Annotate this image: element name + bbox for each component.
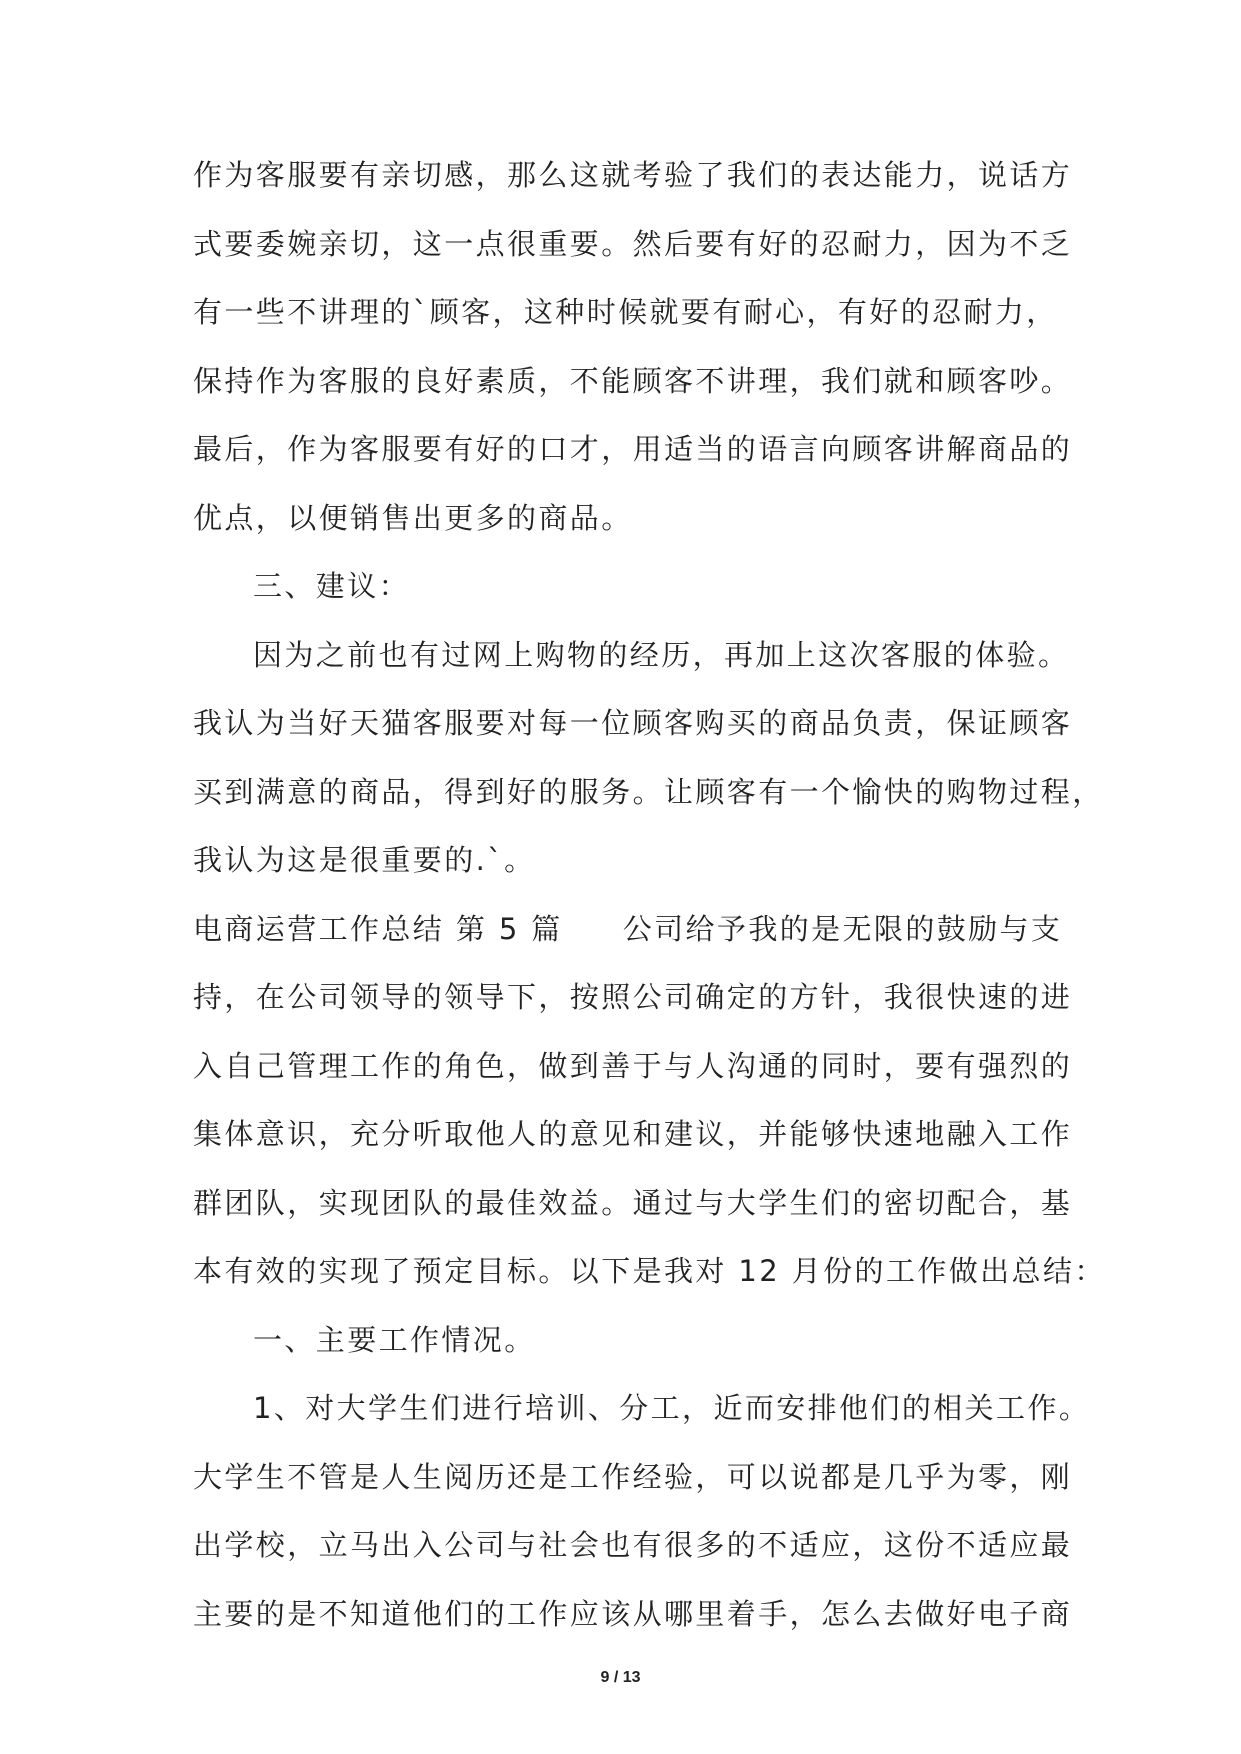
body-text-line: 出学校，立马出入公司与社会也有很多的不适应，这份不适应最 xyxy=(193,1528,1073,1562)
article-heading-line xyxy=(193,909,1063,949)
article-first-text: 公司给予我的是无限的鼓励与支 xyxy=(622,912,1063,946)
body-text-line: 入自己管理工作的角色，做到善于与人沟通的同时，要有强烈的 xyxy=(193,1049,1073,1083)
body-text-line: 群团队，实现团队的最佳效益。通过与大学生们的密切配合，基 xyxy=(193,1186,1073,1220)
body-text-line: 作为客服要有亲切感，那么这就考验了我们的表达能力，说话方 xyxy=(193,158,1073,192)
body-text-line: 持，在公司领导的领导下，按照公司确定的方针，我很快速的进 xyxy=(193,980,1073,1014)
body-text-line: 大学生不管是人生阅历还是工作经验，可以说都是几乎为零，刚 xyxy=(193,1460,1073,1494)
section-heading-main-work: 一、主要工作情况。 xyxy=(253,1323,536,1357)
body-text-line: 优点，以便销售出更多的商品。 xyxy=(193,501,633,535)
body-text-line: 买到满意的商品，得到好的服务。让顾客有一个愉快的购物过程， xyxy=(193,775,1104,809)
body-text-line: 保持作为客服的良好素质，不能顾客不讲理，我们就和顾客吵。 xyxy=(193,364,1073,398)
body-text-line: 我认为当好天猫客服要对每一位顾客购买的商品负责，保证顾客 xyxy=(193,706,1073,740)
body-text-line: 有一些不讲理的`顾客，这种时候就要有耐心，有好的忍耐力， xyxy=(193,295,1058,329)
section-heading-suggestions: 三、建议： xyxy=(253,569,411,603)
article-title: 电商运营工作总结 第 5 篇 xyxy=(193,912,563,946)
body-text-line: 集体意识，充分听取他人的意见和建议，并能够快速地融入工作 xyxy=(193,1117,1073,1151)
page-number: 9 / 13 xyxy=(600,1669,641,1686)
body-text-line: 主要的是不知道他们的工作应该从哪里着手，怎么去做好电子商 xyxy=(193,1597,1073,1631)
body-text-line: 本有效的实现了预定目标。以下是我对 12 月份的工作做出总结： xyxy=(193,1254,1106,1288)
paragraph-start-line: 1、对大学生们进行培训、分工，近而安排他们的相关工作。 xyxy=(253,1391,1091,1425)
body-text-line: 式要委婉亲切，这一点很重要。然后要有好的忍耐力，因为不乏 xyxy=(193,227,1073,261)
body-text-line: 最后，作为客服要有好的口才，用适当的语言向顾客讲解商品的 xyxy=(193,432,1073,466)
body-text-line: 我认为这是很重要的.`。 xyxy=(193,843,536,877)
paragraph-start-line: 因为之前也有过网上购物的经历，再加上这次客服的体验。 xyxy=(253,638,1070,672)
